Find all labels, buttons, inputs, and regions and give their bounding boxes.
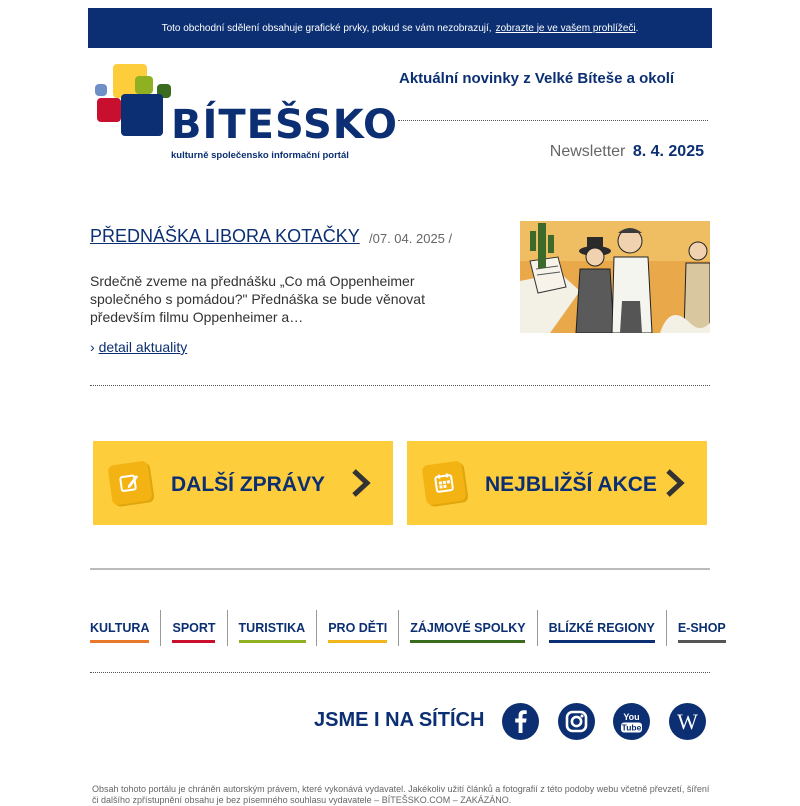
- detail-chevron: ›: [90, 339, 95, 355]
- copyright-footer: Obsah tohoto portálu je chráněn autorským právem, které vykonává vydavatel. Jakékoliv užití článků a fotografií z této podoby webu včetně převzetí, šíření či dalšího zpřístupnění obsahu je bez písemného souhlasu vydavatele – BÍTEŠSKO.COM – ZAKÁZÁNO.: [92, 784, 710, 805]
- youtube-tube-text: Tube: [621, 722, 642, 733]
- newsletter-date: 8. 4. 2025: [632, 143, 704, 160]
- upcoming-events-label: NEJBLIŽŠÍ AKCE: [485, 473, 657, 496]
- article-illustration: [520, 221, 710, 333]
- youtube-icon[interactable]: [613, 703, 650, 740]
- newsletter-label: Newsletter: [549, 143, 626, 160]
- nav-item-underline: [678, 640, 726, 643]
- upcoming-events-button[interactable]: [407, 441, 707, 525]
- logo-square-blue: [121, 94, 163, 136]
- nav-item-blízké-regiony[interactable]: [537, 610, 666, 646]
- newsletter-tagline: Aktuální novinky z Velké Bíteše a okolí: [399, 70, 675, 87]
- nav-divider: [90, 672, 710, 673]
- chevron-right-icon: [665, 469, 685, 497]
- nav-item-label: PRO DĚTI: [328, 621, 388, 635]
- top-notice-bar: [88, 8, 712, 48]
- buttons-divider: [90, 568, 710, 570]
- wikipedia-icon[interactable]: [669, 703, 706, 740]
- nav-item-underline: [239, 640, 306, 643]
- newsletter-issue: [550, 143, 704, 161]
- logo-subtitle: kulturně společensko informační portál: [171, 150, 349, 161]
- nav-item-kultura[interactable]: [88, 610, 160, 646]
- logo-square-red: [97, 98, 121, 122]
- nav-item-label: SPORT: [172, 621, 216, 635]
- article-title-link[interactable]: PŘEDNÁŠKA LIBORA KOTAČKY: [90, 226, 360, 246]
- nav-item-underline: [549, 640, 655, 643]
- bitessko-logo[interactable]: [95, 62, 399, 167]
- nav-item-label: ZÁJMOVÉ SPOLKY: [410, 621, 526, 635]
- nav-item-label: TURISTIKA: [238, 621, 306, 635]
- chevron-right-icon: [351, 469, 371, 497]
- wikipedia-letter: W: [677, 709, 698, 734]
- logo-square-lightblue: [95, 84, 107, 96]
- nav-item-pro-děti[interactable]: [316, 610, 398, 646]
- nav-item-underline: [410, 640, 525, 643]
- nav-item-underline: [172, 640, 215, 643]
- nav-item-label: KULTURA: [90, 621, 150, 635]
- youtube-you-text: You: [623, 712, 640, 722]
- edit-icon: [107, 460, 152, 505]
- article-detail-link[interactable]: [90, 339, 187, 355]
- nav-item-label: E-SHOP: [677, 621, 726, 635]
- nav-item-e-shop[interactable]: [666, 610, 737, 646]
- instagram-icon[interactable]: [558, 703, 595, 740]
- social-heading: JSME I NA SÍTÍCH: [314, 709, 485, 731]
- calendar-icon: [421, 460, 466, 505]
- notice-text: Toto obchodní sdělení obsahuje grafické prvky, pokud se vám nezobrazují,: [161, 22, 492, 34]
- nav-item-turistika[interactable]: [227, 610, 317, 646]
- nav-item-underline: [328, 640, 387, 643]
- logo-square-green: [135, 76, 153, 94]
- article-excerpt: Srdečně zveme na přednášku „Co má Oppenheimer společného s pomádou?" Přednáška se bude věnovat především filmu Oppenheimer a…: [90, 273, 425, 325]
- nav-item-sport[interactable]: [160, 610, 226, 646]
- article-date: /07. 04. 2025 /: [369, 231, 453, 246]
- nav-item-label: BLÍZKÉ REGIONY: [548, 621, 655, 635]
- detail-label[interactable]: detail aktuality: [98, 339, 188, 355]
- article-divider: [90, 385, 710, 386]
- header-divider: [398, 120, 708, 121]
- more-news-label: DALŠÍ ZPRÁVY: [171, 473, 326, 496]
- notice-end: .: [635, 22, 639, 34]
- article-image[interactable]: [520, 221, 710, 333]
- category-nav: [88, 610, 726, 646]
- logo-wordmark: BÍTEŠSKO: [171, 102, 399, 148]
- view-in-browser-link[interactable]: zobrazte je ve vašem prohlížeči: [495, 22, 636, 34]
- more-news-button[interactable]: [93, 441, 393, 525]
- facebook-icon[interactable]: [502, 703, 539, 740]
- nav-item-zájmové-spolky[interactable]: [398, 610, 536, 646]
- nav-item-underline: [90, 640, 149, 643]
